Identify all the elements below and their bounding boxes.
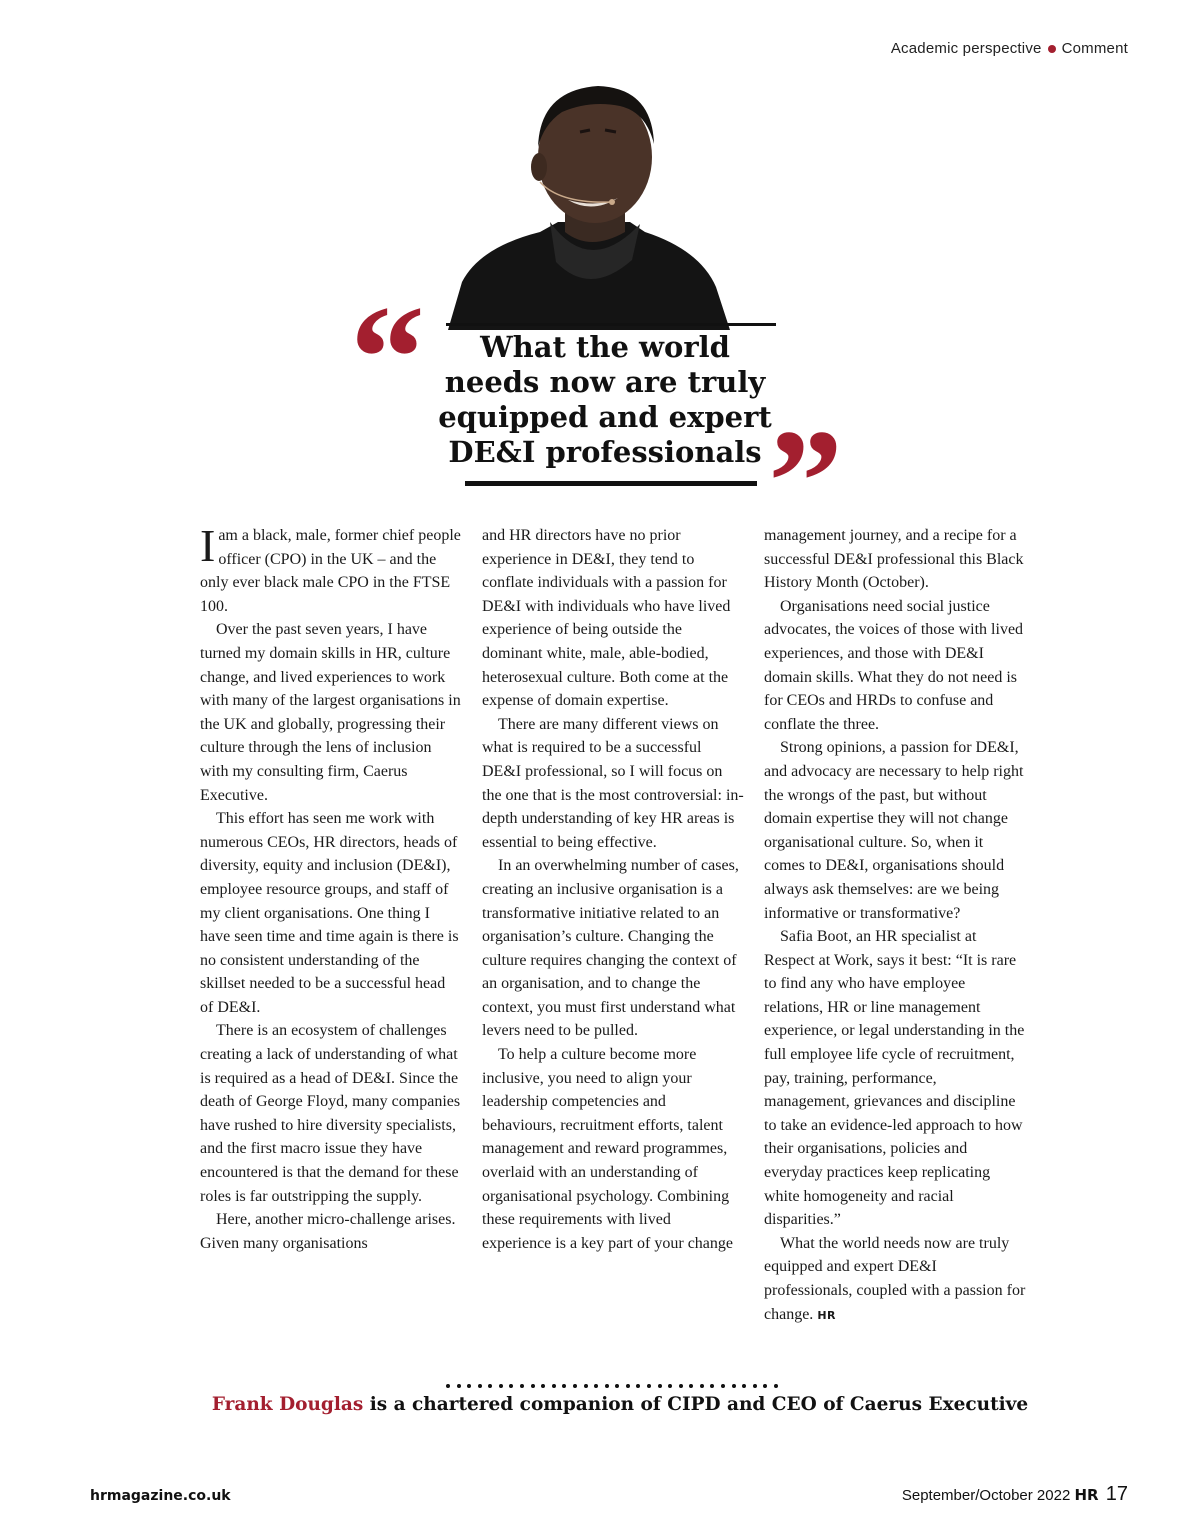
subsection-label: Comment	[1061, 40, 1128, 57]
pull-quote-bottom-rule	[465, 481, 757, 486]
section-header	[891, 40, 1128, 57]
separator-dot-icon	[1048, 45, 1056, 53]
open-quote-mark: “	[350, 275, 425, 441]
end-mark: HR	[817, 1308, 836, 1322]
page-footer	[902, 1483, 1128, 1506]
pull-quote-top-rule	[446, 323, 776, 326]
article-paragraph: and HR directors have no prior experience in DE&I, they tend to conflate individuals with a passion for DE&I with individuals who have lived experience of being outside the dominant white, male, able-bodied, heterosexual culture. Both come at the expense of domain expertise.	[482, 527, 731, 710]
page-number: 17	[1105, 1483, 1128, 1505]
article-paragraph: In an overwhelming number of cases, creating an inclusive organisation is a transformative initiative related to an organisation’s culture. Changing the culture requires changing the context of an organisation, and to change the context, you must first understand what levers need to be pulled.	[482, 857, 739, 1040]
pull-quote-line: DE&I professionals	[448, 435, 762, 469]
article-column-2	[482, 524, 744, 1255]
pull-quote-line: equipped and expert	[438, 400, 772, 434]
dotted-divider	[446, 1381, 778, 1391]
article-paragraph: This effort has seen me work with numerous CEOs, HR directors, heads of diversity, equity and inclusion (DE&I), employee resource groups, and staff of my client organisations. One thing I have seen time and time again is there is no consistent understanding of the skillset needed to be a successful head of DE&I.	[200, 810, 459, 1016]
article-paragraph: There is an ecosystem of challenges creating a lack of understanding of what is required as a head of DE&I. Since the death of George Floyd, many companies have rushed to hire diversity specialists, and the first macro issue they have encountered is that the demand for these roles is far outstripping the supply.	[200, 1022, 461, 1205]
article-column-3	[764, 524, 1026, 1327]
article-paragraph: Over the past seven years, I have turned my domain skills in HR, culture change, and lived experiences to work with many of the largest organisations in the UK and globally, progressing their culture through the lens of inclusion with my consulting firm, Caerus Executive.	[200, 621, 461, 804]
author-name: Frank Douglas	[211, 1394, 364, 1415]
close-quote-mark: ”	[768, 399, 843, 565]
article-paragraph: Organisations need social justice advocates, the voices of those with lived experiences, and those with DE&I domain skills. What they do not need is for CEOs and HRDs to confuse and conflate the three.	[764, 597, 1024, 733]
article-paragraph: What the world needs now are truly equipped and expert DE&I professionals, coupled with a passion for change. HR	[764, 1234, 1026, 1323]
section-label: Academic perspective	[890, 40, 1042, 57]
magazine-brand: HR	[1074, 1486, 1099, 1504]
author-portrait	[440, 72, 740, 330]
article-paragraph: Safia Boot, an HR specialist at Respect at Work, says it best: “It is rare to find any who have employee relations, HR or line management experience, or legal understanding in the full employee life cycle of recruitment, pay, training, performance, management, grievances and discipline to take an evidence-led approach to how their organisations, policies and everyday practices keep replicating white homogeneity and racial disparities.”	[764, 928, 1025, 1229]
article-paragraph: There are many different views on what is required to be a successful DE&I professional, so I will focus on the one that is the most controversial: in-depth understanding of key HR areas is essential to being effective.	[482, 715, 744, 851]
article-column-1	[200, 520, 462, 1255]
pull-quote	[425, 330, 785, 470]
article-paragraph: To help a culture become more inclusive, you need to align your leadership competencies and behaviours, recruitment efforts, talent management and reward programmes, overlaid with an understanding of organisational psychology. Combining these requirements with lived experience is a key part of your change	[482, 1046, 733, 1252]
drop-cap: I	[200, 520, 216, 571]
article-paragraph: management journey, and a recipe for a successful DE&I professional this Black History Month (October).	[764, 527, 1024, 592]
author-bio	[0, 1394, 1200, 1415]
article-paragraph: Iam a black, male, former chief people officer (CPO) in the UK – and the only ever black male CPO in the FTSE 100.	[200, 520, 461, 615]
issue-date: September/October 2022	[901, 1487, 1071, 1504]
pull-quote-line: needs now are truly	[444, 365, 766, 399]
website-url: hrmagazine.co.uk	[90, 1488, 231, 1504]
pull-quote-line: What the world	[480, 330, 730, 364]
author-bio-text: is a chartered companion of CIPD and CEO of Caerus Executive	[363, 1394, 1029, 1415]
article-paragraph: Here, another micro-challenge arises. Given many organisations	[200, 1211, 456, 1252]
article-paragraph: Strong opinions, a passion for DE&I, and advocacy are necessary to help right the wrongs of the past, but without domain expertise they will not change organisational culture. So, when it comes to DE&I, organisations should always ask themselves: are we being informative or transformative?	[764, 739, 1024, 922]
